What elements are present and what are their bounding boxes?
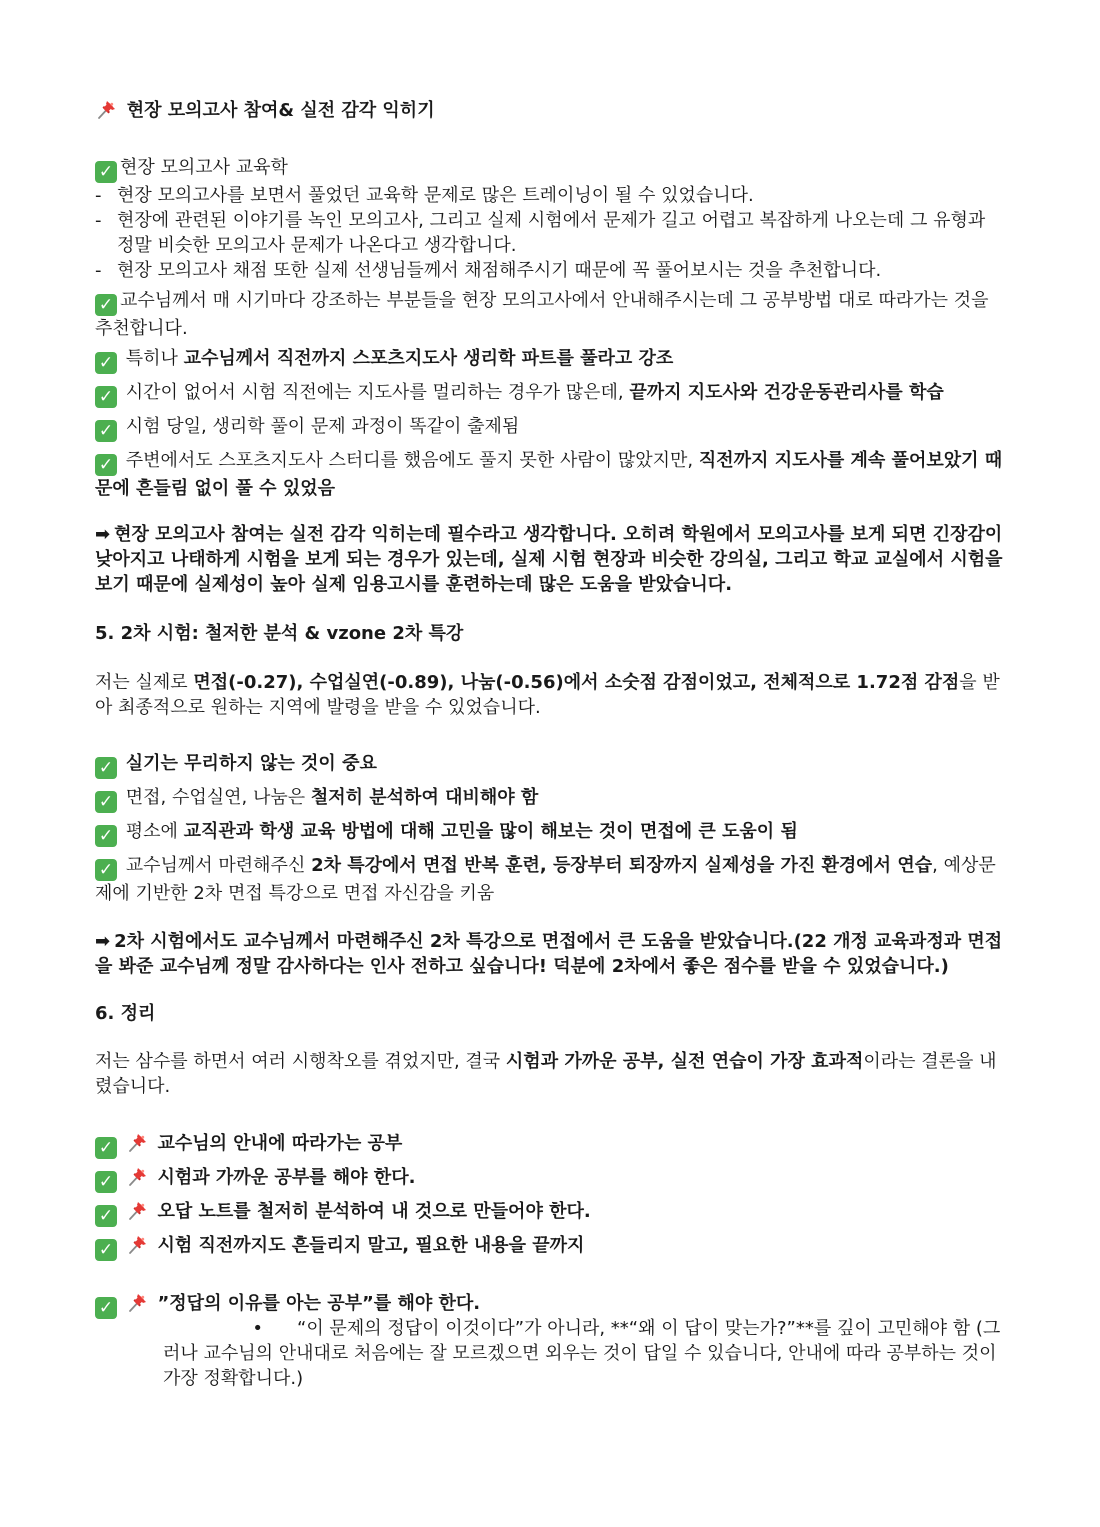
check-mark-button-icon: ✓ <box>95 1205 117 1227</box>
dash-item: - 현장에 관련된 이야기를 녹인 모의고사, 그리고 실제 시험에서 문제가 길고 어렵고 복잡하게 나오는데 그 유형과 정말 비슷한 모의고사 문제가 나온다고 생각합니다. <box>95 210 986 256</box>
section-title-6: 6. 정리 <box>95 1003 156 1024</box>
section-6-paragraph: 저는 삼수를 하면서 여러 시행착오를 겪었지만, 결국 시험과 가까운 공부, 실전 연습이 가장 효과적이라는 결론을 내렸습니다. <box>95 1051 997 1097</box>
summary-item: ✓ 시험과 가까운 공부를 해야 한다. <box>95 1164 1005 1193</box>
sub-bullet-item: • “이 문제의 정답이 이것이다”가 아니라, **“왜 이 답이 맞는가?”**를 깊이 고민해야 함 (그러나 교수님의 안내대로 처음에는 잘 모르겠으면 외우는 것이 답일 수 있습니다, 안내에 따라 공부하는 것이 가장 정확합니다.) <box>163 1318 1001 1389</box>
dash-icon: - <box>95 185 102 206</box>
summary-item: ✓ 시험 직전까지도 흔들리지 말고, 필요한 내용을 끝까지 <box>95 1232 1005 1261</box>
check-mark-button-icon: ✓ <box>95 757 117 779</box>
bullet-icon: • <box>252 1318 263 1339</box>
right-arrow-icon: ➡ <box>95 931 111 952</box>
check-mark-button-icon: ✓ <box>95 1171 117 1193</box>
pushpin-icon <box>126 1130 150 1154</box>
heading-mock-exam: 현장 모의고사 참여& 실전 감각 익히기 <box>95 97 1005 123</box>
check-mark-button-icon: ✓ <box>95 294 117 316</box>
section-5-paragraph: 저는 실제로 면접(-0.27), 수업실연(-0.89), 나눔(-0.56)에서 소숫점 감점이었고, 전체적으로 1.72점 감점을 받아 최종적으로 원하는 지역에 발령을 받을 수 있었습니다. <box>95 672 1000 718</box>
check-mark-button-icon: ✓ <box>95 791 117 813</box>
section-title-5: 5. 2차 시험: 철저한 분석 & vzone 2차 특강 <box>95 623 464 644</box>
check-item-analysis: ✓ 면접, 수업실연, 나눔은 철저히 분석하여 대비해야 함 <box>95 785 1005 813</box>
check-item-physiology: ✓ 특히나 교수님께서 직전까지 스포츠지도사 생리학 파트를 풀라고 강조 <box>95 346 1005 374</box>
check-mark-button-icon: ✓ <box>95 352 117 374</box>
summary-item-last: ✓ ”정답의 이유를 아는 공부”를 해야 한다. <box>95 1290 1005 1319</box>
dash-icon: - <box>95 260 102 281</box>
block-education-mock <box>95 155 1005 283</box>
right-arrow-icon: ➡ <box>95 524 111 545</box>
summary-item: ✓ 교수님의 안내에 따라가는 공부 <box>95 1130 1005 1159</box>
pushpin-icon <box>126 1164 150 1188</box>
conclusion-mock-exam: ➡ 현장 모의고사 참여는 실전 감각 익히는데 필수라고 생각합니다. 오히려 학원에서 모의고사를 보게 되면 긴장감이 낮아지고 나태하게 시험을 보게 되는 경우가 있는데, 실제 시험 현장과 비슷한 강의실, 그리고 학교 교실에서 시험을 보기 때문에 실제성이 높아 실제 임용고시를 훈련하는데 많은 도움을 받았습니다. <box>95 524 1003 595</box>
block-title: ✓ 현장 모의고사 교육학 <box>95 155 1005 183</box>
check-item-recommend: ✓ 교수님께서 매 시기마다 강조하는 부분들을 현장 모의고사에서 안내해주시는데 그 공부방법 대로 따라가는 것을 추천합니다. <box>95 290 989 339</box>
check-item-practical: ✓ 실기는 무리하지 않는 것이 중요 <box>95 751 1005 779</box>
dash-icon: - <box>95 210 102 231</box>
pushpin-icon <box>126 1290 150 1314</box>
check-mark-button-icon: ✓ <box>95 1137 117 1159</box>
check-mark-button-icon: ✓ <box>95 1239 117 1261</box>
check-item-instructor: ✓ 시간이 없어서 시험 직전에는 지도사를 멀리하는 경우가 많은데, 끝까지 지도사와 건강운동관리사를 학습 <box>95 380 1005 408</box>
summary-item: ✓ 오답 노트를 철저히 분석하여 내 것으로 만들어야 한다. <box>95 1198 1005 1227</box>
check-item-special-lecture: ✓ 교수님께서 마련해주신 2차 특강에서 면접 반복 훈련, 등장부터 퇴장까지 실제성을 가진 환경에서 연습, 예상문제에 기반한 2차 면접 특강으로 면접 자신감을 키움 <box>95 855 996 904</box>
check-item-teaching-view: ✓ 평소에 교직관과 학생 교육 방법에 대해 고민을 많이 해보는 것이 면접에 큰 도움이 됨 <box>95 819 1005 847</box>
check-mark-button-icon: ✓ <box>95 420 117 442</box>
check-mark-button-icon: ✓ <box>95 161 117 183</box>
check-mark-button-icon: ✓ <box>95 386 117 408</box>
check-item-study-group: ✓ 주변에서도 스포츠지도사 스터디를 했음에도 풀지 못한 사람이 많았지만, 직전까지 지도사를 계속 풀어보았기 때문에 흔들림 없이 풀 수 있었음 <box>95 450 1003 499</box>
check-mark-button-icon: ✓ <box>95 825 117 847</box>
check-mark-button-icon: ✓ <box>95 454 117 476</box>
dash-item: - 현장 모의고사 채점 또한 실제 선생님들께서 채점해주시기 때문에 꼭 풀어보시는 것을 추천합니다. <box>95 260 882 281</box>
check-item-exam-day: ✓ 시험 당일, 생리학 풀이 문제 과정이 똑같이 출제됨 <box>95 414 1005 442</box>
pushpin-icon <box>95 97 119 121</box>
pushpin-icon <box>126 1198 150 1222</box>
check-mark-button-icon: ✓ <box>95 859 117 881</box>
pushpin-icon <box>126 1232 150 1256</box>
dash-item: - 현장 모의고사를 보면서 풀었던 교육학 문제로 많은 트레이닝이 될 수 있었습니다. <box>95 185 754 206</box>
conclusion-second-exam: ➡ 2차 시험에서도 교수님께서 마련해주신 2차 특강으로 면접에서 큰 도움을 받았습니다.(22 개정 교육과정과 면접을 봐준 교수님께 정말 감사하다는 인사 전하고 싶습니다! 덕분에 2차에서 좋은 점수를 받을 수 있었습니다.) <box>95 931 1003 977</box>
check-mark-button-icon: ✓ <box>95 1297 117 1319</box>
